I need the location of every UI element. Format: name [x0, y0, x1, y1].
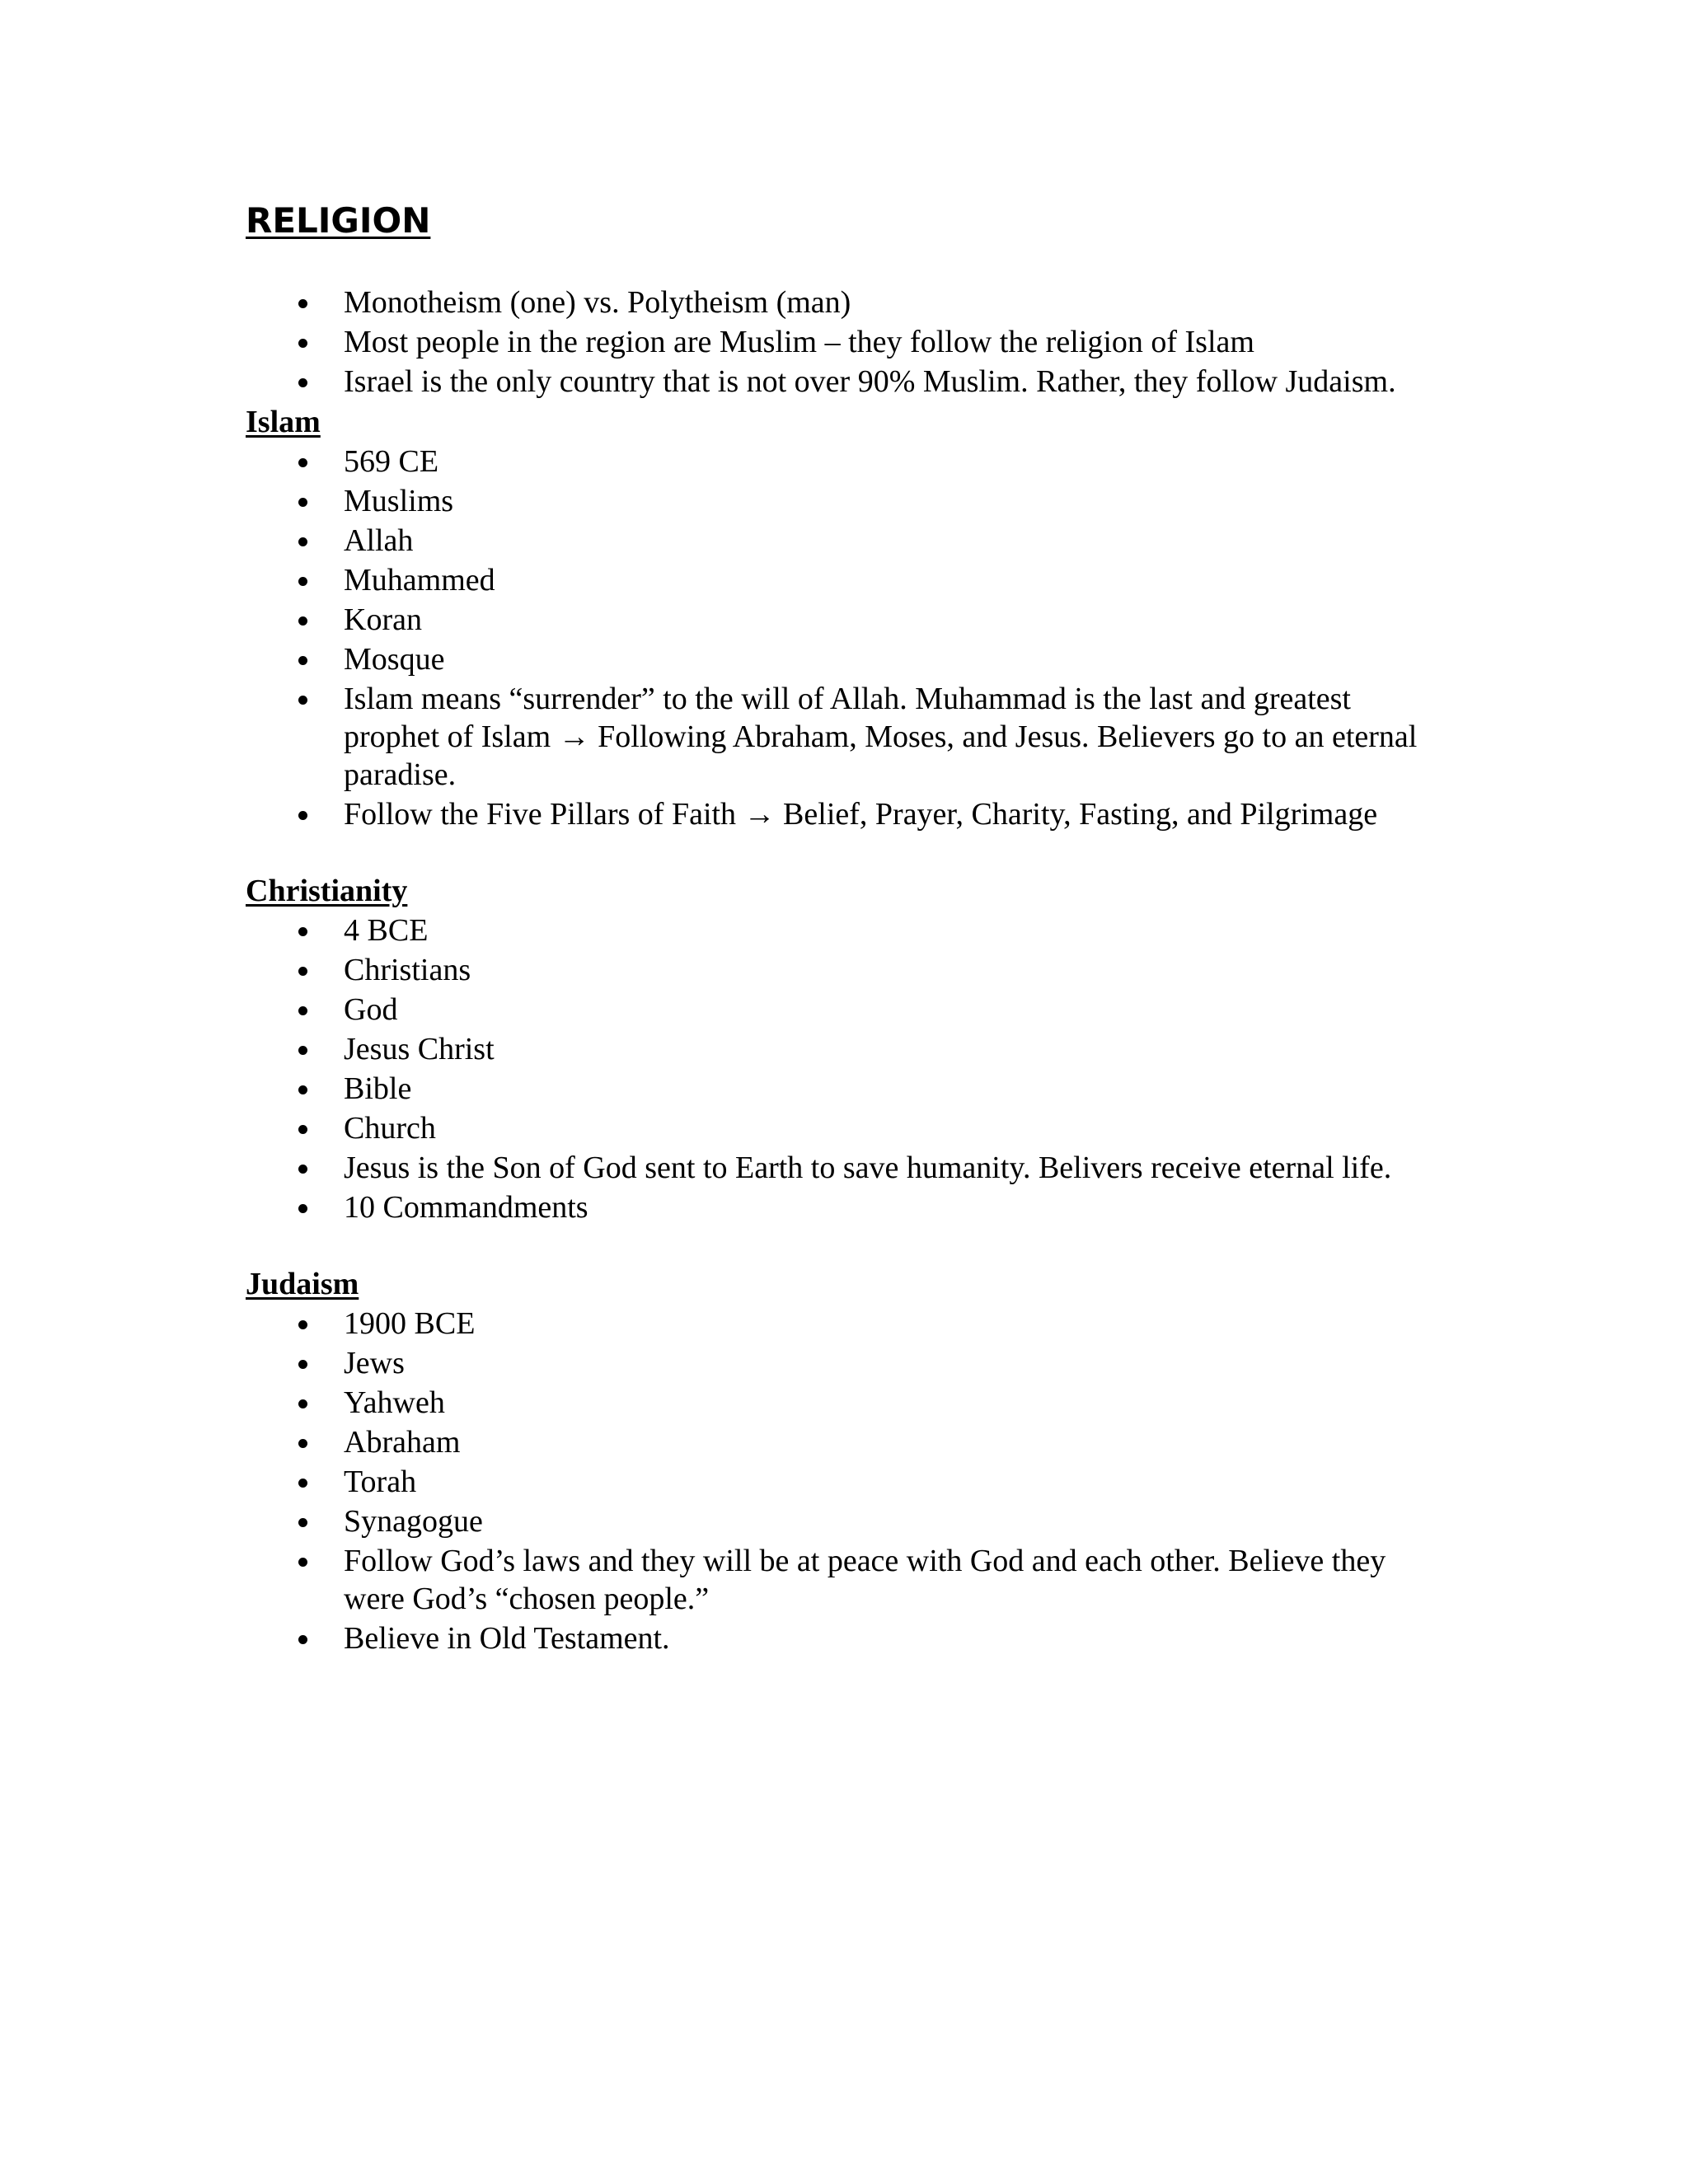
bullet-icon	[298, 616, 307, 626]
list-item-text: Muhammed	[344, 563, 495, 598]
list-item	[246, 1542, 1449, 1618]
list-item-text: Jesus is the Son of God sent to Earth to save humanity. Belivers receive eternal life.	[344, 1151, 1392, 1185]
intro-list	[246, 284, 1449, 401]
list-item-text: 569 CE	[344, 444, 439, 479]
list-item	[246, 1030, 1449, 1068]
list-item-text: Christians	[344, 953, 471, 987]
bullet-icon	[298, 1085, 307, 1094]
list-item	[246, 1305, 1449, 1343]
list-item-text: Follow God’s laws and they will be at peace with God and each other. Believe they were God’s “chosen people.”	[344, 1544, 1386, 1616]
list-item	[246, 640, 1449, 678]
bullet-icon	[298, 1635, 307, 1644]
list-item-text: Yahweh	[344, 1385, 445, 1420]
bullet-icon	[298, 656, 307, 665]
bullet-icon	[298, 1125, 307, 1134]
list-item-text: God	[344, 992, 398, 1027]
list-item	[246, 1463, 1449, 1501]
list-item	[246, 1502, 1449, 1540]
list-item	[246, 991, 1449, 1029]
list-item-text: Jews	[344, 1346, 405, 1380]
list-item	[246, 561, 1449, 599]
intro-item	[246, 284, 1449, 321]
list-item-text: Muslims	[344, 484, 454, 518]
list-item-text: 4 BCE	[344, 913, 429, 948]
page-title: RELIGION	[246, 200, 431, 241]
list-item-text: Mosque	[344, 642, 445, 677]
list-item	[246, 1619, 1449, 1657]
section-list	[246, 912, 1449, 1226]
intro-item-text: Israel is the only country that is not over 90% Muslim. Rather, they follow Judaism.	[344, 364, 1396, 399]
list-item-text: 1900 BCE	[344, 1306, 476, 1341]
list-item	[246, 912, 1449, 949]
bullet-icon	[298, 458, 307, 467]
list-item	[246, 1384, 1449, 1422]
list-item	[246, 443, 1449, 480]
list-item-text: Jesus Christ	[344, 1032, 495, 1066]
list-item-text: 10 Commandments	[344, 1190, 588, 1225]
list-item	[246, 795, 1449, 833]
list-item	[246, 1423, 1449, 1461]
section-christianity	[246, 871, 1449, 1226]
bullet-icon	[298, 1558, 307, 1567]
bullet-icon	[298, 339, 307, 348]
intro-item-text: Most people in the region are Muslim – they follow the religion of Islam	[344, 325, 1254, 359]
list-item	[246, 1070, 1449, 1108]
document-content	[246, 198, 1449, 1695]
bullet-icon	[298, 1006, 307, 1015]
list-item-text: Bible	[344, 1071, 412, 1106]
list-item	[246, 1344, 1449, 1382]
list-item	[246, 1188, 1449, 1226]
bullet-icon	[298, 967, 307, 976]
list-item	[246, 1109, 1449, 1147]
bullet-icon	[298, 498, 307, 507]
bullet-icon	[298, 1360, 307, 1369]
bullet-icon	[298, 1165, 307, 1174]
bullet-icon	[298, 1399, 307, 1408]
list-item-text: Follow the Five Pillars of Faith → Belief, Prayer, Charity, Fasting, and Pilgrimage	[344, 797, 1378, 832]
list-item	[246, 680, 1449, 794]
bullet-icon	[298, 577, 307, 586]
bullet-icon	[298, 1046, 307, 1055]
bullet-icon	[298, 1204, 307, 1213]
bullet-icon	[298, 811, 307, 820]
list-item-text: Islam means “surrender” to the will of Allah. Muhammad is the last and greatest prophet of Islam → Following Abraham, Moses, and Jesus. Believers go to an eternal paradise.	[344, 682, 1418, 792]
list-item-text: Synagogue	[344, 1504, 483, 1539]
list-item	[246, 1149, 1449, 1187]
section-list	[246, 1305, 1449, 1657]
section-islam	[246, 402, 1449, 833]
intro-item	[246, 363, 1449, 401]
list-item	[246, 951, 1449, 989]
bullet-icon	[298, 1479, 307, 1488]
list-item-text: Torah	[344, 1465, 417, 1499]
intro-item-text: Monotheism (one) vs. Polytheism (man)	[344, 285, 851, 320]
section-heading: Islam	[246, 405, 321, 439]
bullet-icon	[298, 299, 307, 308]
list-item-text: Allah	[344, 523, 414, 558]
list-item-text: Church	[344, 1111, 436, 1146]
list-item	[246, 482, 1449, 520]
bullet-icon	[298, 1320, 307, 1329]
bullet-icon	[298, 1518, 307, 1527]
list-item-text: Koran	[344, 602, 422, 637]
bullet-icon	[298, 537, 307, 546]
bullet-icon	[298, 927, 307, 936]
bullet-icon	[298, 378, 307, 387]
section-heading: Judaism	[246, 1267, 359, 1301]
section-judaism	[246, 1264, 1449, 1657]
list-item	[246, 601, 1449, 639]
section-heading: Christianity	[246, 874, 408, 908]
list-item-text: Abraham	[344, 1425, 461, 1460]
section-list	[246, 443, 1449, 833]
list-item-text: Believe in Old Testament.	[344, 1621, 670, 1656]
bullet-icon	[298, 696, 307, 705]
intro-item	[246, 323, 1449, 361]
bullet-icon	[298, 1439, 307, 1448]
list-item	[246, 522, 1449, 560]
